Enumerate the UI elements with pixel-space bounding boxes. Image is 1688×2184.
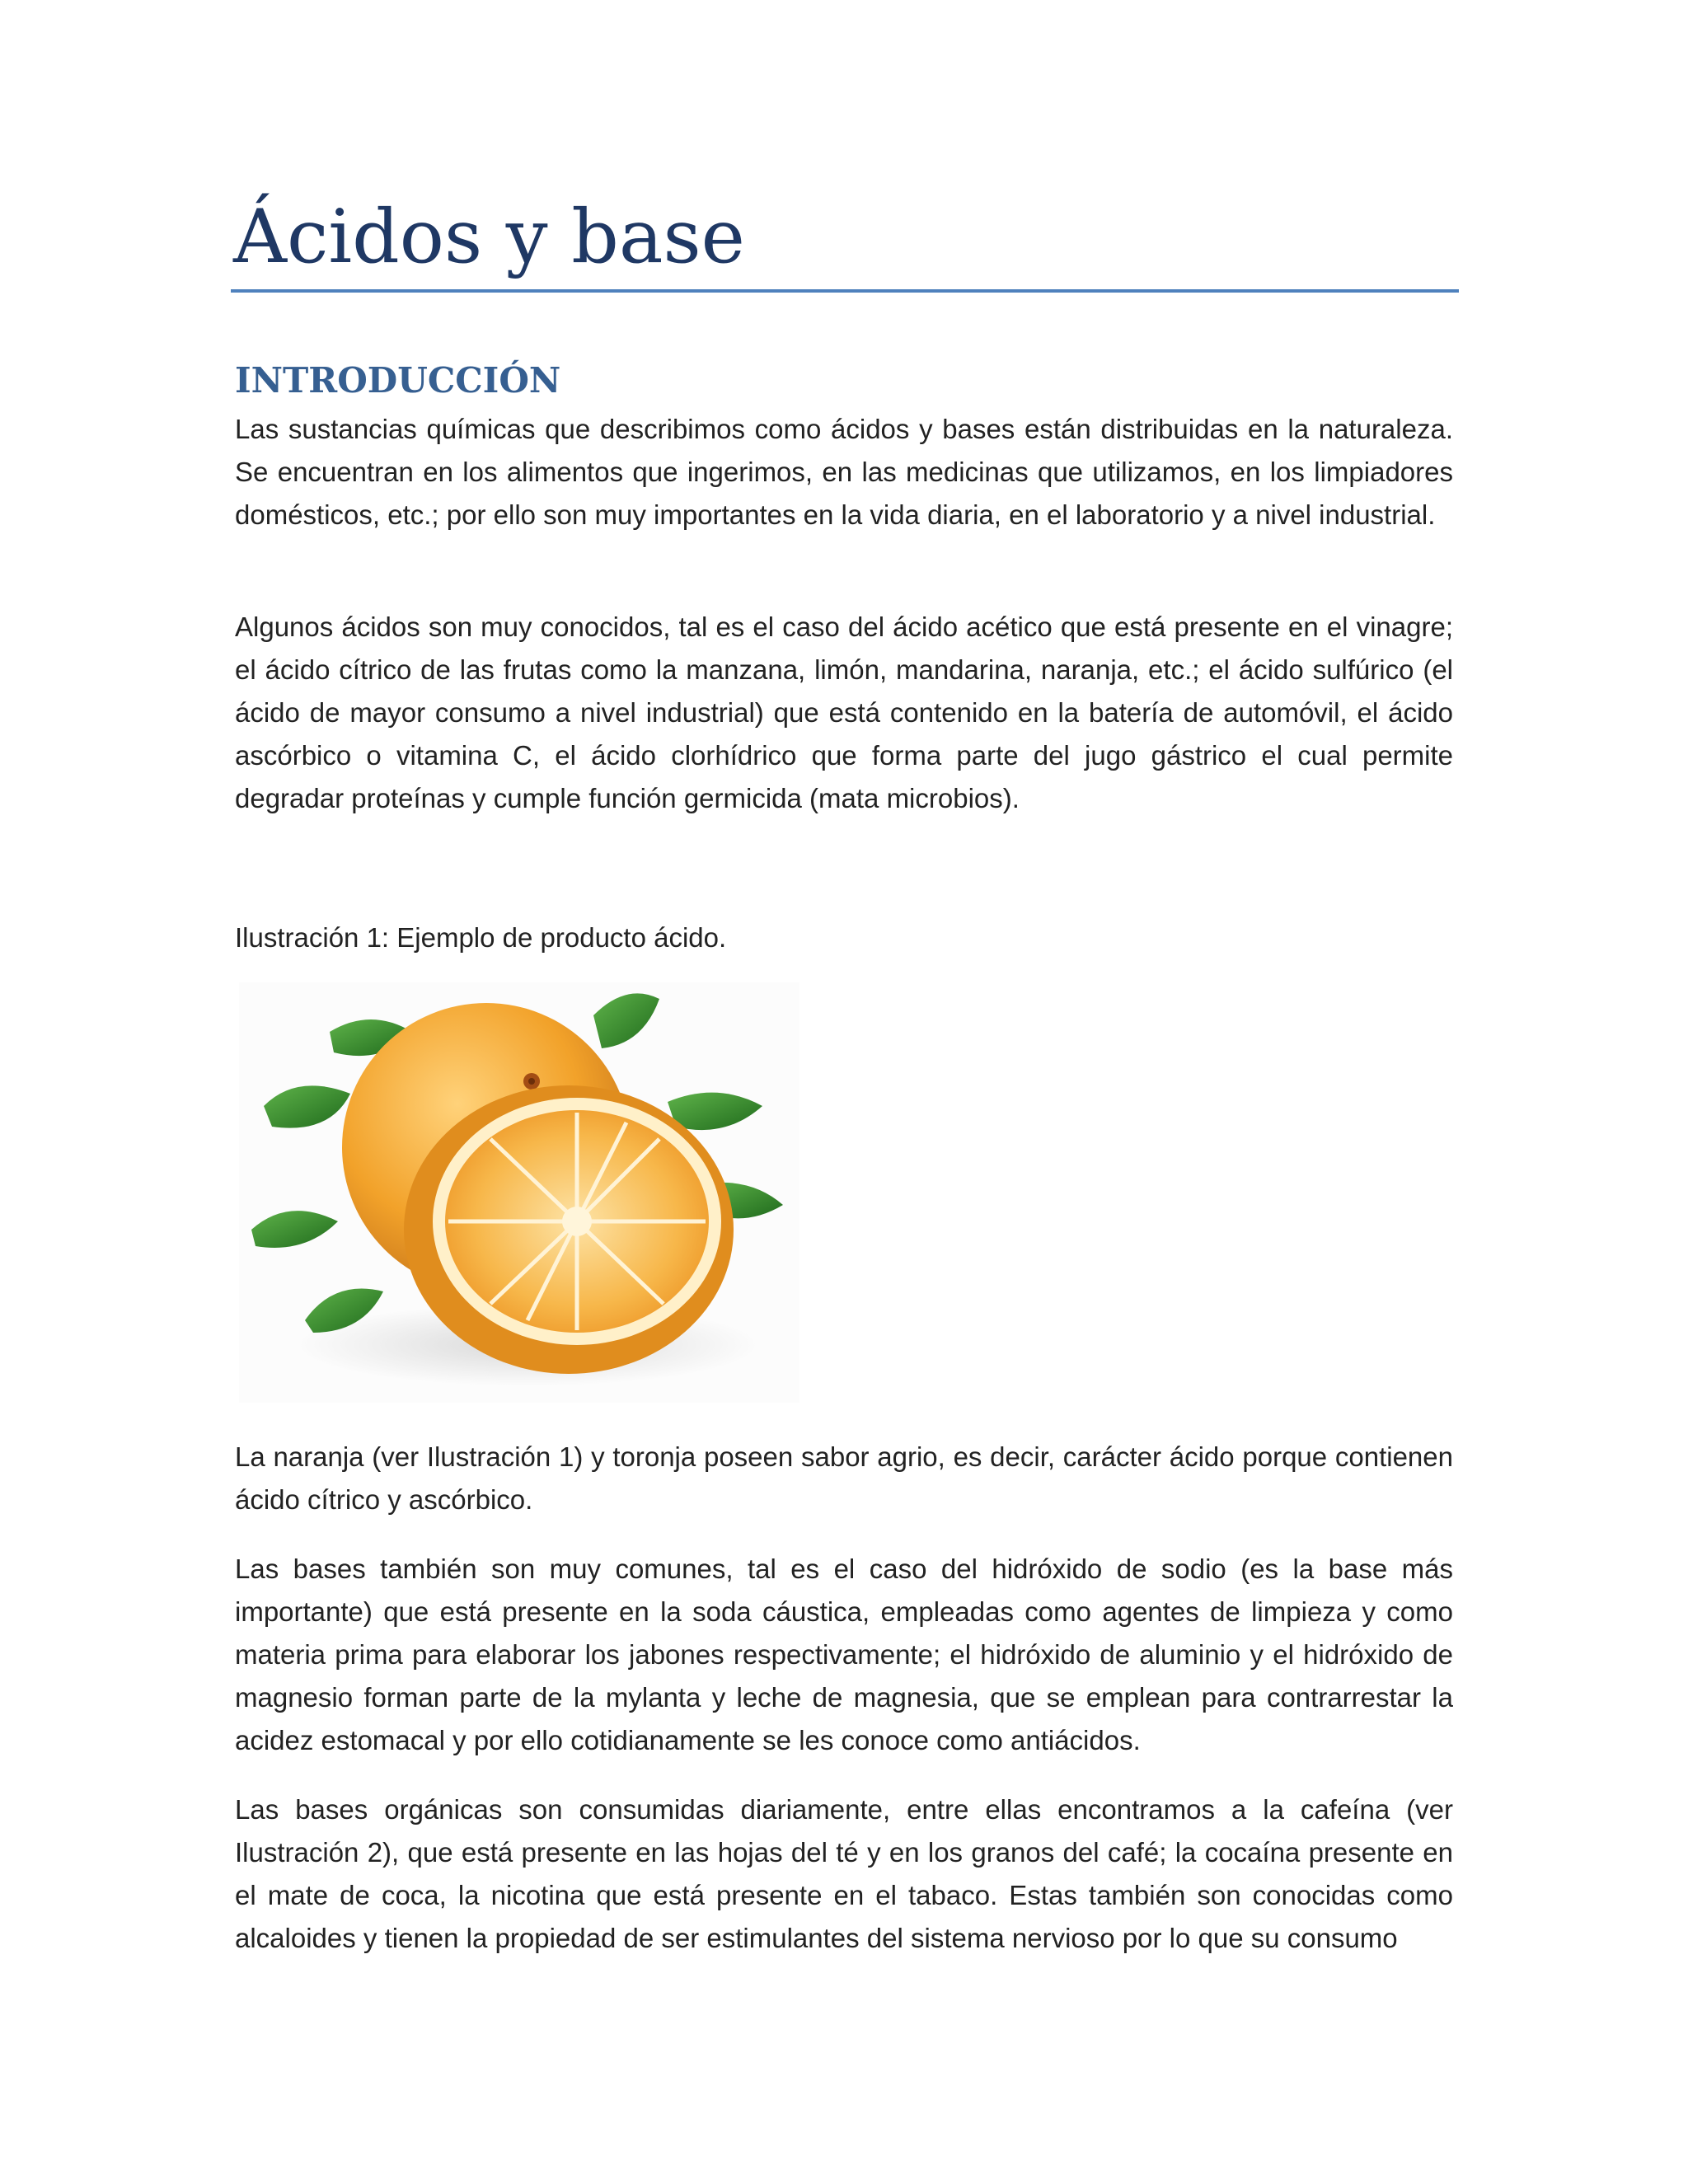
paragraph-orange: La naranja (ver Ilustración 1) y toronja poseen sabor agrio, es decir, carácter ácido porque contienen ácido cítrico y ascórbico. (235, 1441, 1453, 1515)
section-heading: INTRODUCCIÓN (235, 360, 561, 401)
orange-illustration (239, 982, 799, 1403)
title-underline (231, 289, 1459, 293)
figure-caption: Ilustración 1: Ejemplo de producto ácido. (235, 922, 727, 953)
paragraph-organic-bases: Las bases orgánicas son consumidas diariamente, entre ellas encontramos a la cafeína (ver Ilustración 2), que está presente en las hojas del té y en los granos del café; la cocaína presente en el mate de coca, la nicotina que está presente en el tabaco. Estas también son conocidas como alcaloides y tienen la propiedad de ser estimulantes del sistema nervioso por lo que su consumo (235, 1794, 1453, 1953)
orange-image (239, 982, 799, 1403)
paragraph-intro: Las sustancias químicas que describimos como ácidos y bases están distribuidas en la naturaleza. Se encuentran en los alimentos que ingerimos, en las medicinas que utilizamos, en los limpiadores domésticos, etc.; por ello son muy importantes en la vida diaria, en el laboratorio y a nivel industrial. (235, 414, 1453, 530)
paragraph-bases: Las bases también son muy comunes, tal es el caso del hidróxido de sodio (es la base más importante) que está presente en la soda cáustica, empleadas como agentes de limpieza y como materia prima para elaborar los jabones respectivamente; el hidróxido de aluminio y el hidróxido de magnesio forman parte de la mylanta y leche de magnesia, que se emplean para contrarrestar la acidez estomacal y por ello cotidianamente se les conoce como antiácidos. (235, 1554, 1453, 1755)
document-title: Ácidos y base (233, 194, 745, 280)
half-orange (404, 1085, 734, 1374)
paragraph-acids: Algunos ácidos son muy conocidos, tal es el caso del ácido acético que está presente en el vinagre; el ácido cítrico de las frutas como la manzana, limón, mandarina, naranja, etc.; el ácido sulfúrico (el ácido de mayor consumo a nivel industrial) que está contenido en la batería de automóvil, el ácido ascórbico o vitamina C, el ácido clorhídrico que forma parte del jugo gástrico el cual permite degradar proteínas y cumple función germicida (mata microbios). (235, 612, 1453, 813)
